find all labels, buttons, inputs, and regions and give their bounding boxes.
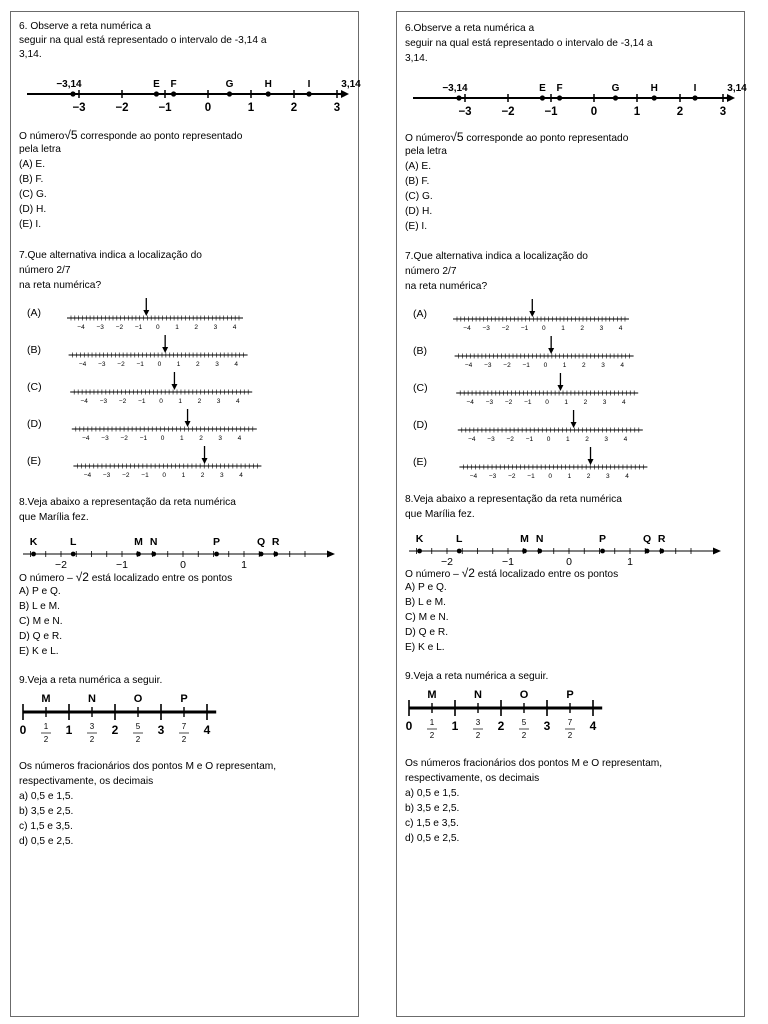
q7-title-line2: número 2/7 [405,266,457,277]
mini-tick-label: −4 [466,399,474,406]
mini-tick-label: 3 [599,325,604,332]
point-label: E [153,79,160,90]
mini-tick-label: 0 [543,362,548,369]
q9-question-line1: Os números fracionários dos pontos M e O representam, [19,761,277,772]
point-label: L [455,533,463,545]
q6-number-line [397,82,746,124]
tick-label: 2 [290,102,298,114]
fraction-numerator: 1 [43,722,49,731]
mini-tick-label: 3 [218,435,223,442]
q7-options-figure [11,296,360,478]
option-letter: (D) [27,418,42,430]
option-letter: (C) [27,381,42,393]
point-label: G [225,79,234,90]
tick-label: 2 [676,106,684,118]
mini-tick-label: −3 [488,473,497,480]
q8-question-prefix: O número – [405,569,462,580]
q6-option-a[interactable]: (A) E. [405,161,432,172]
q9-question-line2: respectivamente, os decimais [19,776,154,787]
tick-label: 0 [204,102,212,114]
mini-tick-label: −2 [508,473,516,480]
option-letter: (B) [27,344,41,356]
q6-option-b[interactable]: (B) F. [405,176,430,187]
tick-label: 3 [333,102,341,114]
fraction-denominator: 2 [181,735,187,744]
option-letter: (C) [413,382,428,394]
mini-tick-label: 2 [195,361,200,368]
point-label: P [213,536,221,548]
mini-tick-label: 2 [200,472,205,479]
point-label: I [693,83,697,94]
point-dot [136,552,141,557]
mini-tick-label: −4 [83,472,92,479]
mini-tick-label: −2 [117,361,125,368]
mini-tick-label: 4 [625,473,629,480]
fraction-denominator: 2 [475,731,481,740]
mini-tick-label: 2 [197,398,202,405]
q9-option-d[interactable]: d) 0,5 e 2,5. [19,836,74,847]
worksheet-left [10,11,359,1017]
q9-title: 9.Veja a reta numérica a seguir. [405,671,549,682]
mini-tick-label: −3 [487,436,495,443]
mini-tick-label: 3 [219,472,224,479]
q6-option-e[interactable]: (E) I. [19,219,42,230]
integer-label: 4 [589,719,597,733]
mini-tick-label: −4 [468,436,476,443]
mini-tick-label: 2 [586,473,591,480]
mini-tick-label: −4 [464,362,473,369]
point-dot [306,91,311,96]
q7-options-figure [397,297,746,479]
mini-tick-label: 1 [562,362,567,369]
point-dot [214,552,219,557]
point-label: P [599,533,607,545]
point-label: F [556,83,563,94]
q8-question-suffix: está localizado entre os pontos [474,569,619,580]
down-arrow-icon [185,421,191,427]
mini-tick-label: 4 [235,398,240,405]
mini-tick-label: 2 [585,436,589,443]
point-dot [457,549,462,554]
q8-title-line2: que Marília fez. [19,512,89,523]
point-label: H [650,83,658,94]
q8-sqrt2: √2 [75,570,89,584]
mini-tick-label: 4 [623,436,628,443]
point-dot [659,549,664,554]
tick-label: −2 [115,102,129,114]
mini-tick-label: −2 [504,399,513,406]
q8-question-prefix: O número – [19,573,76,584]
down-arrow-icon [162,347,168,353]
q7-title-line1: 7.Que alternativa indica a localização do [19,250,202,261]
integer-label: 2 [497,719,505,733]
fraction-denominator: 2 [89,735,95,744]
mini-tick-label: −4 [463,325,471,332]
q7-title-line3: na reta numérica? [19,280,102,291]
mini-tick-label: −1 [524,399,532,406]
point-label: M [427,689,437,701]
tick-label: 1 [633,106,641,118]
down-arrow-icon [571,422,577,428]
mini-tick-label: 1 [567,473,572,480]
q6-title-line3: 3,14. [405,53,428,64]
q8-title-line1: 8.Veja abaixo a representação da reta numérica [405,494,622,505]
mini-tick-label: 0 [162,472,167,479]
point-label: 3,14 [727,83,747,94]
mini-tick-label: −2 [506,436,514,443]
mini-tick-label: −2 [503,362,511,369]
point-label: H [264,79,272,90]
q9-title: 9.Veja a reta numérica a seguir. [19,675,163,686]
fraction-denominator: 2 [135,735,141,744]
mini-tick-label: −1 [522,362,530,369]
point-label: −3,14 [442,83,468,94]
option-letter: (D) [413,419,428,431]
point-label: N [88,693,96,705]
q7-title-line3: na reta numérica? [405,281,488,292]
integer-label: 2 [111,723,119,737]
point-dot [456,95,461,100]
mini-tick-label: −3 [99,398,108,405]
q6-sqrt5: √5 [64,128,78,142]
mini-tick-label: 1 [179,435,184,442]
point-dot [70,91,75,96]
point-dot [171,91,176,96]
mini-tick-label: 4 [618,325,623,332]
down-arrow-icon [557,385,563,391]
mini-tick-label: 1 [565,436,570,443]
mini-tick-label: −3 [484,362,492,369]
fraction-numerator: 3 [475,718,481,727]
tick-label: −1 [158,102,172,114]
mini-tick-label: 4 [620,362,625,369]
option-letter: (A) [27,307,41,319]
q6-question-prefix: O número [405,133,451,144]
tick-label: 0 [590,106,598,118]
q9-option-d[interactable]: d) 0,5 e 2,5. [405,833,460,844]
mini-tick-label: −1 [525,436,534,443]
fraction-denominator: 2 [521,731,527,740]
integer-label: 0 [19,723,27,737]
mini-tick-label: 3 [601,362,605,369]
q8-title-line2: que Marília fez. [405,509,475,520]
mini-tick-label: 1 [175,324,179,331]
down-arrow-icon [548,348,554,354]
q8-option-c[interactable]: C) M e N. [19,616,63,627]
tick-label: −3 [72,102,86,114]
integer-label: 0 [405,719,413,733]
q8-option-a[interactable]: A) P e Q. [19,586,61,597]
q8-sqrt2: √2 [461,566,475,580]
q9-number-line [11,688,360,754]
point-dot [154,91,159,96]
mini-tick-label: −2 [115,324,124,331]
point-label: P [180,693,188,705]
q8-number-line [11,524,360,570]
option-letter: (A) [413,308,427,320]
tick-label: 1 [247,102,255,114]
q9-question-line1: Os números fracionários dos pontos M e O representam, [405,758,663,769]
q8-option-b[interactable]: B) L e M. [19,601,60,612]
q9-option-b[interactable]: b) 3,5 e 2,5. [405,803,460,814]
point-dot [151,552,156,557]
down-arrow-icon [529,311,535,317]
point-dot [71,552,76,557]
point-label: M [520,533,529,545]
q7-title-line2: número 2/7 [19,265,71,276]
q9-option-a[interactable]: a) 0,5 e 1,5. [19,791,74,802]
q6-option-e[interactable]: (E) I. [405,221,428,232]
mini-tick-label: −1 [134,324,143,331]
q6-option-c[interactable]: (C) G. [19,189,47,200]
mini-tick-label: 0 [546,436,551,443]
fraction-numerator: 5 [135,722,141,731]
q8-option-e[interactable]: E) K e L. [405,642,445,653]
point-label: Q [642,533,652,545]
q6-title-line2: seguir na qual está representado o intervalo de -3,14 a [19,35,267,46]
tick-label: −3 [458,106,472,118]
mini-tick-label: 3 [216,398,221,405]
mini-tick-label: −2 [118,398,127,405]
mini-tick-label: −4 [77,324,85,331]
q6-question-prefix: O número [19,131,65,142]
mini-tick-label: −3 [482,325,490,332]
q6-question-line2: pela letra [19,144,61,155]
fraction-denominator: 2 [429,731,435,740]
axis-arrow-icon [327,551,335,558]
mini-tick-label: −3 [96,324,104,331]
q6-number-line [11,78,360,120]
fraction-denominator: 2 [567,731,573,740]
mini-tick-label: 1 [181,472,186,479]
mini-tick-label: −4 [469,473,478,480]
down-arrow-icon [143,310,149,316]
tick-label: 0 [180,559,186,571]
mini-tick-label: 2 [580,325,585,332]
q6-option-c[interactable]: (C) G. [405,191,433,202]
mini-tick-label: −1 [141,472,149,479]
tick-label: −2 [55,559,67,571]
mini-tick-label: 2 [583,399,588,406]
q8-option-c[interactable]: C) M e N. [405,612,449,623]
point-dot [726,95,731,100]
integer-label: 3 [157,723,165,737]
point-label: N [474,689,482,701]
q8-option-d[interactable]: D) Q e R. [405,627,449,638]
point-dot [266,91,271,96]
point-label: M [134,536,143,548]
q6-title-line1: 6. Observe a reta numérica a [19,21,151,32]
q6-option-b[interactable]: (B) F. [19,174,44,185]
point-label: O [519,689,529,701]
tick-label: 3 [719,106,727,118]
q9-option-b[interactable]: b) 3,5 e 2,5. [19,806,74,817]
tick-label: −1 [544,106,558,118]
mini-tick-label: 4 [239,472,243,479]
point-label: M [41,693,51,705]
q6-option-a[interactable]: (A) E. [19,159,46,170]
q6-option-d[interactable]: (D) H. [19,204,47,215]
option-letter: (B) [413,345,427,357]
axis-arrow-icon [713,548,721,555]
q6-option-d[interactable]: (D) H. [405,206,433,217]
point-dot [227,91,232,96]
q8-option-a[interactable]: A) P e Q. [405,582,447,593]
mini-tick-label: −4 [82,435,90,442]
point-dot [417,549,422,554]
fraction-numerator: 3 [89,722,95,731]
option-letter: (E) [413,456,427,468]
point-dot [692,95,697,100]
mini-tick-label: −4 [78,361,87,368]
q9-option-a[interactable]: a) 0,5 e 1,5. [405,788,460,799]
q9-option-c[interactable]: c) 1,5 e 3,5. [405,818,459,829]
point-label: K [415,533,424,545]
q9-number-line [397,684,746,750]
mini-tick-label: −3 [98,361,106,368]
tick-label: −2 [501,106,515,118]
q7-title-line1: 7.Que alternativa indica a localização do [405,251,588,262]
point-label: 3,14 [341,79,361,90]
mini-tick-label: 4 [234,361,239,368]
q8-option-d[interactable]: D) Q e R. [19,631,63,642]
mini-tick-label: −4 [80,398,88,405]
tick-label: 1 [241,559,247,571]
integer-label: 4 [203,723,211,737]
q8-question-suffix: está localizado entre os pontos [88,573,233,584]
tick-label: 0 [566,556,572,568]
tick-label: −1 [502,556,514,568]
mini-tick-label: 0 [159,398,163,405]
mini-tick-label: 0 [541,325,546,332]
point-dot [652,95,657,100]
point-label: L [69,536,77,548]
down-arrow-icon [171,384,177,390]
point-dot [522,549,527,554]
integer-label: 1 [65,723,73,737]
q6-question-suffix: corresponde ao ponto representado [77,131,243,142]
option-letter: (E) [27,455,41,467]
mini-tick-label: 2 [581,362,586,369]
mini-tick-label: 1 [178,398,183,405]
mini-tick-label: 3 [604,436,609,443]
tick-label: 1 [627,556,633,568]
fraction-numerator: 1 [429,718,435,727]
mini-tick-label: −3 [485,399,494,406]
q6-title-line3: 3,14. [19,49,42,60]
integer-label: 3 [543,719,551,733]
mini-tick-label: 2 [199,435,203,442]
tick-label: −1 [116,559,128,571]
point-label: E [539,83,546,94]
point-label: G [611,83,620,94]
q8-option-e[interactable]: E) K e L. [19,646,59,657]
mini-tick-label: 3 [215,361,219,368]
mini-tick-label: 4 [237,435,242,442]
point-label: R [657,533,666,545]
mini-tick-label: 4 [232,324,237,331]
mini-tick-label: −1 [136,361,144,368]
mini-tick-label: 0 [545,399,549,406]
point-dot [31,552,36,557]
mini-tick-label: −2 [120,435,128,442]
mini-tick-label: −3 [101,435,109,442]
tick-label: −2 [441,556,453,568]
q6-sqrt5: √5 [450,130,464,144]
mini-tick-label: −1 [138,398,146,405]
mini-tick-label: −2 [122,472,130,479]
mini-tick-label: −3 [102,472,111,479]
q6-title-line1-alt: 6.Observe a reta numérica a [405,23,535,34]
point-dot [537,549,542,554]
point-label: I [307,79,311,90]
fraction-numerator: 7 [181,722,187,731]
fraction-numerator: 5 [521,718,527,727]
mini-tick-label: 4 [621,399,626,406]
worksheet-right [396,11,745,1017]
mini-tick-label: −1 [139,435,148,442]
q8-title-line1: 8.Veja abaixo a representação da reta numérica [19,497,236,508]
point-label: Q [256,536,266,548]
mini-tick-label: 1 [564,399,569,406]
point-dot [340,91,345,96]
mini-tick-label: −1 [520,325,529,332]
mini-tick-label: 3 [605,473,610,480]
point-dot [540,95,545,100]
point-label: N [535,533,544,545]
mini-tick-label: 0 [160,435,165,442]
point-dot [645,549,650,554]
point-label: −3,14 [56,79,82,90]
point-label: F [170,79,177,90]
point-dot [259,552,264,557]
point-dot [557,95,562,100]
point-dot [613,95,618,100]
q6-question-suffix: corresponde ao ponto representado [463,133,629,144]
point-label: N [149,536,158,548]
point-label: R [271,536,280,548]
q9-question-line2: respectivamente, os decimais [405,773,540,784]
mini-tick-label: 0 [157,361,162,368]
q8-option-b[interactable]: B) L e M. [405,597,446,608]
point-label: K [29,536,38,548]
q9-option-c[interactable]: c) 1,5 e 3,5. [19,821,73,832]
down-arrow-icon [588,459,594,465]
point-dot [600,549,605,554]
point-label: P [566,689,574,701]
mini-tick-label: 0 [155,324,160,331]
q6-title-line2: seguir na qual está representado o intervalo de -3,14 a [405,38,653,49]
mini-tick-label: 0 [548,473,553,480]
mini-tick-label: 2 [194,324,199,331]
fraction-denominator: 2 [43,735,49,744]
down-arrow-icon [202,458,208,464]
fraction-numerator: 7 [567,718,573,727]
q6-question-line2: pela letra [405,146,447,157]
point-dot [273,552,278,557]
mini-tick-label: −1 [527,473,535,480]
mini-tick-label: 3 [602,399,607,406]
mini-tick-label: 1 [176,361,181,368]
mini-tick-label: 3 [213,324,218,331]
point-label: O [133,693,143,705]
mini-tick-label: −2 [501,325,510,332]
q8-number-line [397,521,746,567]
mini-tick-label: 1 [561,325,565,332]
integer-label: 1 [451,719,459,733]
